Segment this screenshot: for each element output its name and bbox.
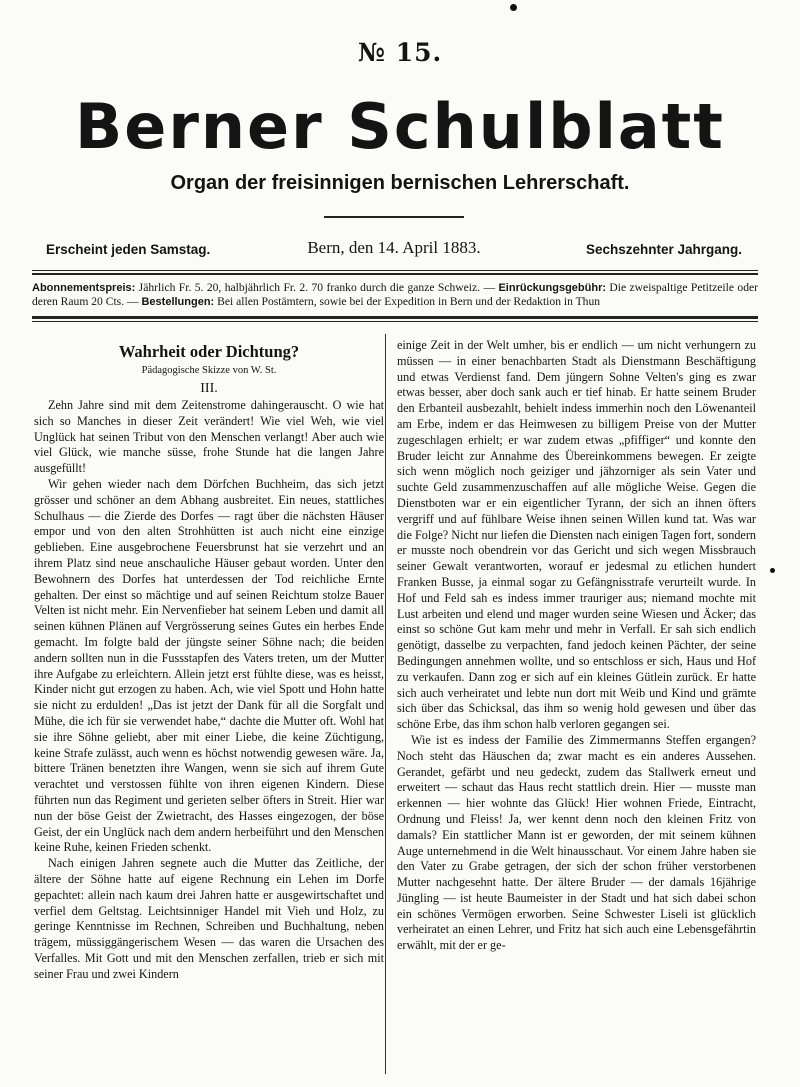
- insertion-fee-text: Die zweispaltige Petitzeile oder deren Raum 20 Cts. —: [32, 281, 758, 308]
- divider: [324, 216, 464, 218]
- paragraph: einige Zeit in der Welt umher, bis er endlich — um nicht verhungern zu müssen — in einer benachbarten Stadt als Dienstmann Beschäftigung und etwas Verdienst fand. Dem jüngern Sohne Velten's ging es zwar etwas besser, aber doch sank auch er tief hinab. Er hatte seinem Bruder den Erbanteil ausbezahlt, behielt indess immerhin noch den Löwenanteil am Erbe, indem er das Heimwesen zu billigem Preise von der Mutter zugeschlagen erhielt; er war zudem etwas „pfiffiger“ und konnte den Bruder leicht zur Annahme des Übereinkommens bewegen. Er zeigte sich wenn möglich noch geiziger und jähzorniger als sein Vater und suchte Geld zusammenzuschaffen auf alle mögliche Weise. Gegen die Dienstboten war er ein eigentlicher Tyrann, der sich an ihnen öfters vergriff und auf fühlbare Weise ihnen seinen Willen kund tat. Was war die Folge? Nicht nur liefen die Diensten nach einigen Tagen fort, sondern er musste noch obendrein vor das Gericht und sich wegen Missbrauch seiner Gewalt verantworten, worauf er jedesmal zu etlichen hundert Franken Busse, ja einmal sogar zu Gefängnisstrafe verurteilt wurde. In Hof und Feld sah es indess immer trauriger aus; niemand mochte mit Lust arbeiten und elend und mager wurden seine Wiesen und Äcker; das einst so schöne Gut kam mehr und mehr in Verfall. Er sah sich endlich genötigt, dasselbe zu verpachten, fand jedoch keinen Pächter, der seine Bedingungen annehmen wollte, und so entschloss er sich, Haus und Hof zu verkaufen. Dann zog er sich auf ein kleines Gütlein zurück. Er hatte sich auch verheiratet und lebte nun dort mit Weib und Kind und grämte sich über das Schicksal, das ihm so wenig hold gewesen und über das schöne Erbe, das ihm schon halb verloren gegangen sei.: [397, 338, 756, 732]
- divider: [32, 321, 758, 322]
- issue-number: № 15.: [357, 38, 443, 67]
- dateline: Bern, den 14. April 1883.: [307, 238, 481, 257]
- print-mark-margin: [770, 568, 775, 573]
- orders-text: Bei allen Postämtern, sowie bei der Expedition in Bern und der Redaktion in Thun: [214, 295, 601, 308]
- divider: [32, 273, 758, 275]
- frequency: Erscheint jeden Samstag.: [46, 242, 211, 257]
- subscription-label: Abonnementspreis:: [32, 282, 136, 294]
- masthead-subtitle: Organ der freisinnigen bernischen Lehrerschaft.: [170, 172, 630, 194]
- section-number: III.: [200, 381, 218, 396]
- print-mark-top: [510, 4, 517, 11]
- orders-label: Bestellungen:: [141, 296, 215, 308]
- volume: Sechszehnter Jahrgang.: [585, 242, 742, 257]
- article-subtitle: Pädagogische Skizze von W. St.: [141, 365, 277, 376]
- divider: [32, 316, 758, 319]
- publication-info: [46, 238, 742, 260]
- article-title: Wahrheit oder Dichtung?: [118, 342, 300, 361]
- article-column-right: [397, 338, 756, 954]
- divider: [32, 270, 758, 271]
- column-divider: [385, 334, 386, 1074]
- subscription-info: [32, 281, 758, 309]
- article-column-left: [34, 338, 384, 982]
- paragraph: Wir gehen wieder nach dem Dörfchen Buchheim, das sich jetzt grösser und schöner an dem Abhang ausbreitet. Ein neues, stattliches Schulhaus — die Zierde des Dorfes — ragt über die nächsten Häuser empor und von den alten Strohhütten ist auch nicht eine einzige geblieben. Eine ausgebrochene Feuersbrunst hat sie verzehrt und an ihrem Platz sind neue anschauliche Häuser gebaut worden. Unter den Bewohnern des Dorfes hat unterdessen der Tod reichliche Ernte gehalten. Der einst so mächtige und auf seinen Reichtum stolze Bauer Velten ist nicht mehr. Ein Nervenfieber hat seinem Leben und damit all seinen kühnen Plänen auf Vergrösserung seines Gutes ein herbes Ende gemacht. Im folgte bald der jüngste seiner Söhne nach; die beiden andern sollten nun in die Fussstapfen des Vaters treten, um der Mutter ihre Aufgabe zu erleichtern. Allein jetzt erst fühlte diese, was es heisst, Kinder nicht gut erzogen zu haben. Ach, wie viel Spott und Hohn hatte sie nicht zu erdulden! „Das ist jetzt der Dank für all die Sorgfalt und Mühe, die ich für sie verwendet habe,“ dachte die Mutter oft. Wohl hat sie ihre Söhne geliebt, aber mit einer Liebe, die keine Züchtigung, keine Strafe zulässt, auch wenn es höchst notwendig gewesen wäre. Ja, bittere Tränen benetzten ihre Wangen, wenn sie sich auf ihrem Gute verachtet und verstossen fühlte von ihren eigenen Kindern. Diese führten nun das Regiment und gerieten selber öfters in Streit. Hier war nun der böse Geist der Zwietracht, des Hasses eingezogen, der böse Geist, der ein Unglück nach dem andern herbeiführt und den Menschen keine Ruhe, keinen Frieden schenkt.: [34, 476, 384, 855]
- insertion-fee-label: Einrückungsgebühr:: [498, 282, 607, 294]
- masthead-title: Berner Schulblatt: [75, 90, 725, 163]
- paragraph: Wie ist es indess der Familie des Zimmermanns Steffen ergangen? Noch steht das Häuschen da; zwar macht es ein anderes Aussehen. Gerandet, gefärbt und neu gedeckt, zudem das Stallwerk erneut und erweitert — schaut das Haus recht stattlich drein. Hier — musste man erkennen — hier wohnte das Glück! Hier wohnen Friede, Eintracht, Ordnung und Fleiss! Ja, wer kennt denn noch den kleinen Fritz von damals? Ein stattlicher Mann ist er geworden, der mit seinem kühnen Auge unternehmend in die Welt hinausschaut. Vor einem Jahre haben sie den Vater zu Grabe getragen, der sich der schon früher verstorbenen Mutter nachgesehnt hatte. Der ältere Bruder — der damals 16jährige Jüngling — ist heute Baumeister in der Stadt und hat sich dabei schon ein schönes Vermögen erworben. Seine Schwester Liseli ist glücklich verheiratet an einen Lehrer, und Fritz hat sich auch eine Lebensgefährtin erwählt, mit der er ge-: [397, 732, 756, 953]
- paragraph: Nach einigen Jahren segnete auch die Mutter das Zeitliche, der ältere der Söhne hatte auf eigene Rechnung ein Lehen im Dorfe gepachtet: allein nach kaum drei Jahren hatte er ausgewirtschaftet und verfiel dem Geltstag. Leichtsinniger Handel mit Vieh und Holz, zu geringe Kenntnisse im Rechnen, Schreiben und Buchhaltung, neben trägem, müssiggängerischem Wesen — das waren die Ursachen des Verfalles. Mit Gott und mit den Menschen zerfallen, trieb er sich mit seiner Frau und zwei Kindern: [34, 856, 384, 981]
- paragraph: Zehn Jahre sind mit dem Zeitenstrome dahingerauscht. O wie hat sich so Manches in dieser Zeit verändert! Wie viel Weh, wie viel Unglück hat seinen Tribut von den Menschen verlangt! Aber auch wie viel Glück, wie manche süsse, frohe Stunde hat die langen Jahre ausgefüllt!: [34, 398, 384, 476]
- subscription-text: Jährlich Fr. 5. 20, halbjährlich Fr. 2. 70 franko durch die ganze Schweiz. —: [135, 281, 499, 294]
